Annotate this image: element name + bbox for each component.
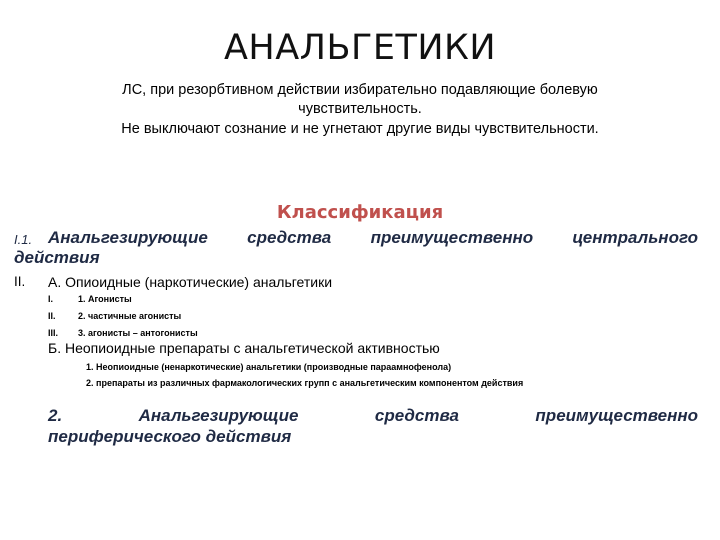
section2-number: II. xyxy=(14,274,26,289)
classification-heading: Классификация xyxy=(276,202,444,223)
section1-word: средства xyxy=(247,228,332,247)
section1-word: преимущественно xyxy=(370,228,534,247)
section3-word: средства xyxy=(374,406,459,425)
section3-heading-line2: периферического действия xyxy=(48,427,292,446)
section1-heading-line2: действия xyxy=(14,248,100,267)
b-list-item: 1. Неопиоидные (ненаркотические) анальгетики (производные параамнофенола) xyxy=(86,362,452,372)
section1-word: центрального xyxy=(572,228,698,247)
subtitle-line-3: Не выключают сознание и не угнетают другие виды чувствительности. xyxy=(121,121,599,137)
section2-b-title: Б. Неопиоидные препараты с анальгетической активностью xyxy=(48,340,440,356)
section1-heading-line1 xyxy=(48,228,698,248)
page-title: АНАЛЬГЕТИКИ xyxy=(223,28,497,68)
subtitle-line-2: чувствительность. xyxy=(298,101,422,117)
section3-word: Анальгезирующие xyxy=(138,406,299,425)
section2-title: А. Опиоидные (наркотические) анальгетики xyxy=(48,274,333,290)
subtitle-line-1: ЛС, при резорбтивном действии избирательно подавляющие болевую xyxy=(122,82,598,98)
b-list-item: 2. препараты из различных фармакологических групп с анальгетическим компонентом действия xyxy=(86,378,524,388)
list-item: 3. агонисты – антогонисты xyxy=(78,328,198,338)
list-item-number: I. xyxy=(48,294,54,304)
list-item: 1. Агонисты xyxy=(78,294,132,304)
list-item-number: III. xyxy=(48,328,59,338)
section1-word: Анальгезирующие xyxy=(48,228,208,247)
list-item-number: II. xyxy=(48,311,56,321)
section3-word: 2. xyxy=(48,406,63,425)
section3-word: преимущественно xyxy=(535,406,698,425)
section3-heading-line1 xyxy=(48,406,698,426)
section1-number: I.1. xyxy=(14,232,33,247)
list-item: 2. частичные агонисты xyxy=(78,311,182,321)
